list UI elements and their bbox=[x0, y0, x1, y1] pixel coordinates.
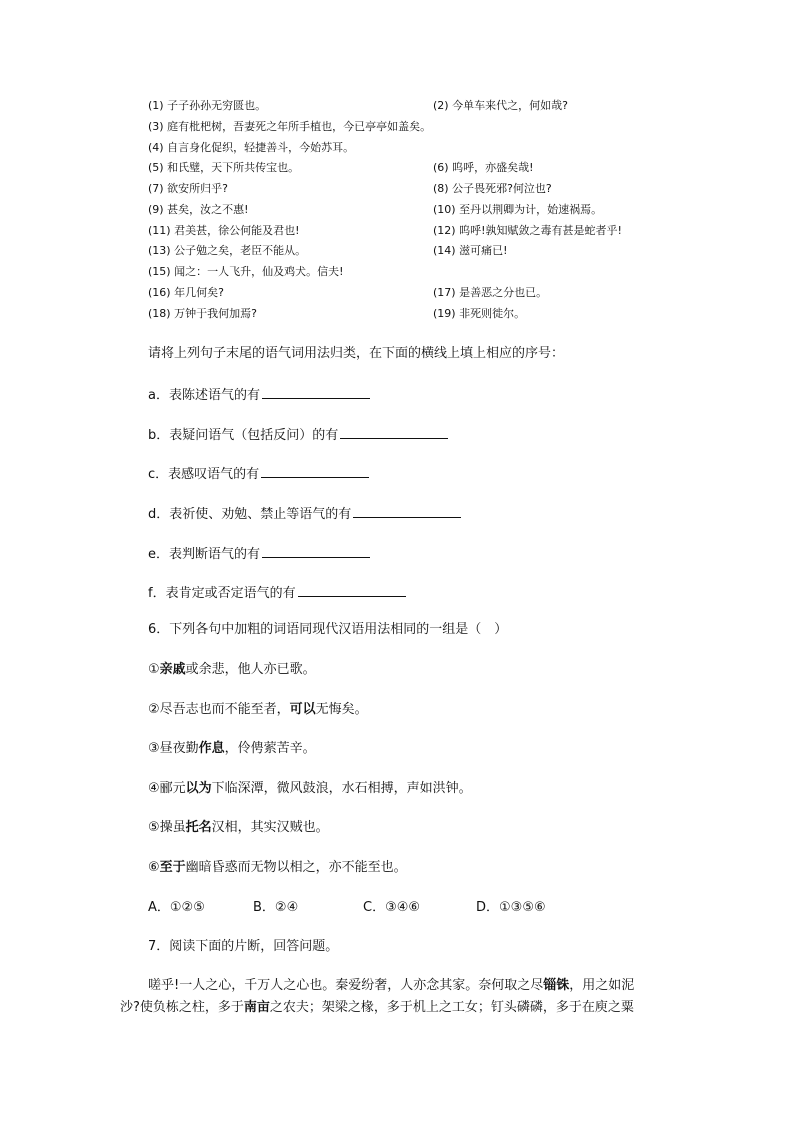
question-7-title: 7．阅读下面的片断，回答问题。 bbox=[148, 939, 339, 954]
sentence-text: 庭有枇杷树，吾妻死之年所手植也，今已亭亭如盖矣。 bbox=[167, 120, 432, 133]
sentence-number: (17) bbox=[433, 286, 460, 299]
sentence-number: (12) bbox=[433, 224, 460, 237]
sentence-text: 和氏璧，天下所共传宝也。 bbox=[167, 161, 300, 174]
category-label: b．表疑问语气（包括反问）的有 bbox=[148, 428, 339, 443]
sentence-item bbox=[148, 285, 224, 301]
sentence-item bbox=[148, 223, 300, 239]
q6-item-4: ④郦元以为下临深潭，微风鼓浪，水石相搏，声如洪钟。 bbox=[148, 781, 472, 796]
sentence-item bbox=[148, 264, 344, 280]
sentence-number: (2) bbox=[433, 99, 453, 112]
category-d bbox=[148, 504, 461, 524]
sentence-text: 君美甚，徐公何能及君也! bbox=[174, 224, 300, 237]
option-d[interactable]: D．①③⑤⑥ bbox=[476, 900, 546, 915]
sentence-text: 呜呼，亦盛矣哉! bbox=[452, 161, 534, 174]
sentence-item bbox=[433, 306, 525, 322]
sentence-text: 子子孙孙无穷匮也。 bbox=[167, 99, 267, 112]
sentence-item bbox=[148, 160, 299, 176]
passage-line-2: 沙?使负栋之柱，多于南亩之农夫；架梁之椽，多于机上之工女；钉头磷磷，多于在庾之粟 bbox=[120, 1000, 634, 1015]
sentence-item bbox=[148, 98, 266, 114]
sentence-item bbox=[433, 160, 534, 176]
option-a[interactable]: A．①②⑤ bbox=[148, 900, 205, 915]
sentence-item bbox=[433, 181, 552, 197]
sentence-item bbox=[148, 243, 306, 259]
sentence-item bbox=[433, 285, 547, 301]
q6-item-3: ③昼夜勤作息，伶俜萦苦辛。 bbox=[148, 741, 316, 756]
q6-item-2: ②尽吾志也而不能至者，可以无悔矣。 bbox=[148, 702, 368, 717]
sentence-number: (16) bbox=[148, 286, 175, 299]
question-6-title: 6．下列各句中加粗的词语同现代汉语用法相同的一组是（ ） bbox=[148, 622, 508, 637]
sentence-number: (6) bbox=[433, 161, 453, 174]
sentence-number: (7) bbox=[148, 182, 168, 195]
q6-item-5: ⑤操虽托名汉相，其实汉贼也。 bbox=[148, 820, 329, 835]
category-f bbox=[148, 583, 406, 603]
category-label: c．表感叹语气的有 bbox=[148, 467, 260, 482]
q6-item-6: ⑥至于幽暗昏惑而无物以相之，亦不能至也。 bbox=[148, 860, 407, 875]
sentence-text: 非死则徙尔。 bbox=[459, 307, 526, 320]
category-c bbox=[148, 464, 369, 484]
answer-blank[interactable] bbox=[353, 504, 461, 518]
sentence-text: 呜呼!孰知赋敛之毒有甚是蛇者乎! bbox=[459, 224, 622, 237]
sentence-text: 欲安所归乎? bbox=[167, 182, 228, 195]
sentence-number: (3) bbox=[148, 120, 168, 133]
sentence-item bbox=[433, 202, 602, 218]
sentence-number: (10) bbox=[433, 203, 460, 216]
category-label: e．表判断语气的有 bbox=[148, 547, 260, 562]
sentence-number: (18) bbox=[148, 307, 175, 320]
answer-blank[interactable] bbox=[262, 544, 370, 558]
sentence-item bbox=[148, 140, 354, 156]
sentence-number: (9) bbox=[148, 203, 168, 216]
sentence-text: 自言身化促织，轻捷善斗，今始苏耳。 bbox=[167, 141, 355, 154]
option-b[interactable]: B．②④ bbox=[253, 900, 299, 915]
sentence-text: 至丹以荆卿为计，始速祸焉。 bbox=[459, 203, 603, 216]
answer-blank[interactable] bbox=[340, 425, 448, 439]
sentence-number: (1) bbox=[148, 99, 168, 112]
sentence-number: (14) bbox=[433, 244, 460, 257]
sentence-text: 滋可痛已! bbox=[459, 244, 508, 257]
passage-line-1: 嗟乎!一人之心，千万人之心也。秦爱纷奢，人亦念其家。奈何取之尽锱铢，用之如泥 bbox=[148, 978, 635, 993]
category-b bbox=[148, 425, 448, 445]
instruction-text: 请将上列句子末尾的语气词用法归类，在下面的横线上填上相应的序号： bbox=[148, 346, 565, 361]
category-label: d．表祈使、劝勉、禁止等语气的有 bbox=[148, 507, 352, 522]
sentence-item bbox=[148, 306, 257, 322]
sentence-text: 万钟于我何加焉? bbox=[174, 307, 257, 320]
sentence-text: 是善恶之分也已。 bbox=[459, 286, 548, 299]
answer-blank[interactable] bbox=[262, 385, 370, 399]
sentence-item bbox=[148, 119, 431, 135]
answer-blank[interactable] bbox=[261, 464, 369, 478]
category-a bbox=[148, 385, 370, 405]
sentence-number: (11) bbox=[148, 224, 175, 237]
sentence-item bbox=[148, 202, 249, 218]
sentence-text: 公子畏死邪?何泣也? bbox=[452, 182, 552, 195]
sentence-item bbox=[433, 98, 568, 114]
category-e bbox=[148, 544, 370, 564]
category-label: f．表肯定或否定语气的有 bbox=[148, 586, 296, 601]
answer-blank[interactable] bbox=[298, 583, 406, 597]
option-c[interactable]: C．③④⑥ bbox=[363, 900, 421, 915]
sentence-text: 甚矣，汝之不惠! bbox=[167, 203, 249, 216]
sentence-number: (19) bbox=[433, 307, 460, 320]
sentence-item bbox=[148, 181, 228, 197]
sentence-item bbox=[433, 223, 622, 239]
category-label: a．表陈述语气的有 bbox=[148, 388, 260, 403]
sentence-number: (15) bbox=[148, 265, 175, 278]
sentence-number: (13) bbox=[148, 244, 175, 257]
sentence-text: 闻之：一人飞升，仙及鸡犬。信夫! bbox=[174, 265, 344, 278]
sentence-text: 公子勉之矣，老臣不能从。 bbox=[174, 244, 307, 257]
sentence-text: 今单车来代之，何如哉? bbox=[452, 99, 568, 112]
sentence-number: (4) bbox=[148, 141, 168, 154]
sentence-item bbox=[433, 243, 508, 259]
sentence-number: (8) bbox=[433, 182, 453, 195]
sentence-text: 年几何矣? bbox=[174, 286, 224, 299]
q6-item-1: ①亲戚或余悲，他人亦已歌。 bbox=[148, 662, 316, 677]
sentence-number: (5) bbox=[148, 161, 168, 174]
